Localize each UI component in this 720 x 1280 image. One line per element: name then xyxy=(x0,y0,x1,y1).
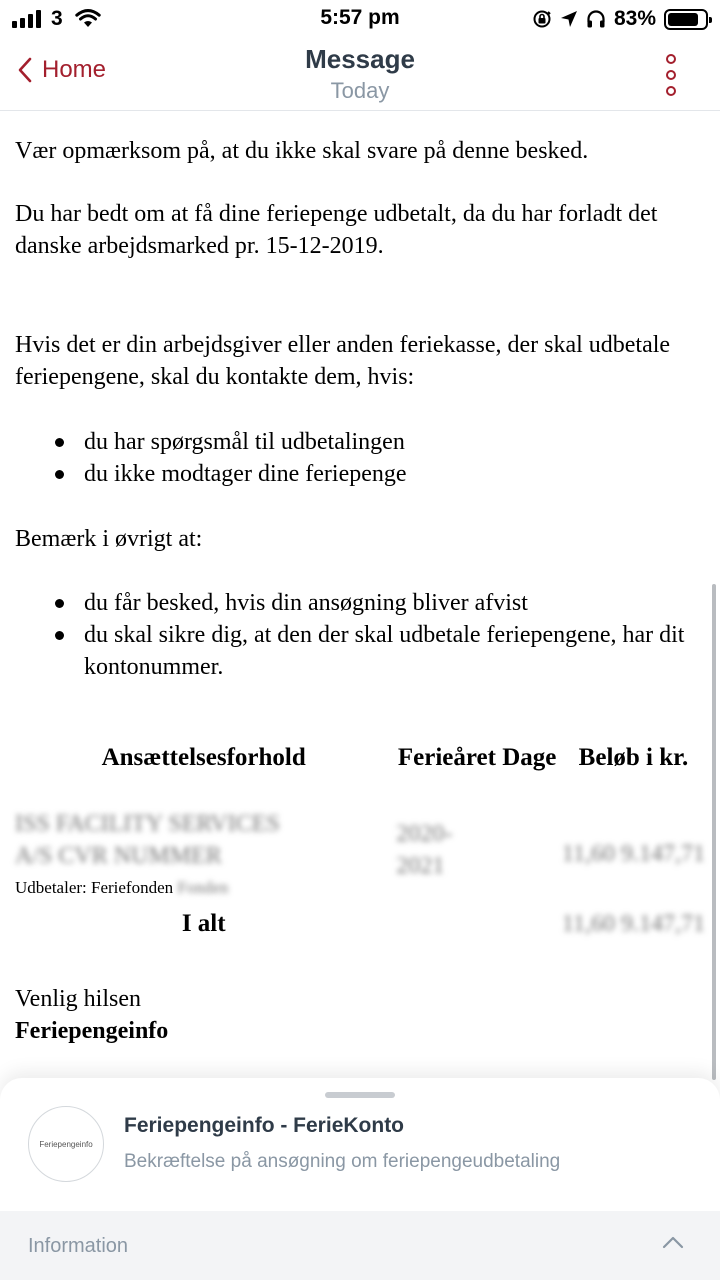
note-paragraph: Bemærk i øvrigt at: xyxy=(15,526,203,552)
dot-icon xyxy=(666,70,676,80)
contact-paragraph: Hvis det er din arbejdsgiver eller anden feriekasse, der skal udbetale feriepengene, skal du kontakte dem, hvis: xyxy=(15,332,671,390)
battery-icon xyxy=(664,9,708,30)
dot-icon xyxy=(666,86,676,96)
status-right xyxy=(532,6,708,32)
nav-bar xyxy=(0,38,720,111)
signature-name: Feriepengeinfo xyxy=(15,1018,169,1044)
payer-redacted: Fonden xyxy=(177,878,229,897)
list-item: du skal sikre dig, at den der skal udbetale feriepengene, har dit kontonummer. xyxy=(15,619,705,683)
message-subject: Bekræftelse på ansøgning om feriepengeudbetaling xyxy=(124,1151,561,1172)
location-icon xyxy=(560,10,578,28)
list-item: du ikke modtager dine feriepenge xyxy=(15,458,705,490)
screen-lock-icon xyxy=(532,9,552,29)
table-row xyxy=(15,796,705,908)
amount-redacted: 11,60 9.147,71 xyxy=(561,841,705,867)
payer-label: Udbetaler: Feriefonden xyxy=(15,878,174,897)
sender-name: Feriepengeinfo - FerieKonto xyxy=(124,1114,405,1137)
employer-cvr-redacted: A/S CVR NUMMER xyxy=(15,843,222,869)
year-cell xyxy=(392,796,562,908)
dot-icon xyxy=(666,54,676,64)
status-bar xyxy=(0,0,720,38)
header-amount: Beløb i kr. xyxy=(578,744,689,771)
message-info-sheet xyxy=(0,1078,720,1280)
total-amount-redacted: 11,60 9.147,71 xyxy=(561,911,705,937)
status-time: 5:57 pm xyxy=(320,6,400,29)
employer-cell xyxy=(15,796,392,908)
signature-block xyxy=(15,983,168,1047)
list-item: du har spørgsmål til udbetalingen xyxy=(15,426,705,458)
payment-table xyxy=(15,720,705,960)
more-options-button[interactable] xyxy=(666,54,676,96)
header-year-days: Ferieåret Dage xyxy=(397,744,557,771)
information-label: Information xyxy=(28,1235,129,1257)
header-employment: Ansættelsesforhold xyxy=(101,744,306,771)
closing-text: Venlig hilsen xyxy=(15,986,141,1012)
headphones-icon xyxy=(586,10,606,28)
back-label: Home xyxy=(42,56,107,83)
notice-paragraph: Vær opmærksom på, at du ikke skal svare på denne besked. xyxy=(15,138,589,164)
year-redacted: 2020-2021 xyxy=(396,821,453,879)
contact-reasons-list xyxy=(15,426,705,490)
table-header-row xyxy=(15,720,705,796)
page-title: Message xyxy=(305,44,415,74)
battery-percent: 83% xyxy=(613,7,656,30)
carrier-label: 3 xyxy=(51,7,63,30)
payer-line xyxy=(15,876,392,900)
page-subtitle: Today xyxy=(330,78,390,103)
intro-paragraph: Du har bedt om at få dine feriepenge udbetalt, da du har forladt det danske arbejdsmarked pr. 15-12-2019. xyxy=(15,201,658,259)
employer-name-redacted: ISS FACILITY SERVICES xyxy=(15,811,280,837)
scrollbar[interactable] xyxy=(712,584,716,1080)
total-amount-cell xyxy=(562,908,705,960)
total-label: I alt xyxy=(181,910,226,937)
total-row xyxy=(15,908,705,960)
notes-list xyxy=(15,587,705,683)
list-item: du får besked, hvis din ansøgning bliver afvist xyxy=(15,587,705,619)
information-toggle[interactable] xyxy=(0,1211,720,1280)
chevron-up-icon xyxy=(662,1235,684,1249)
sheet-drag-handle[interactable] xyxy=(325,1092,395,1098)
amount-cell xyxy=(562,796,705,908)
sender-logo: Feriepengeinfo xyxy=(28,1106,104,1182)
